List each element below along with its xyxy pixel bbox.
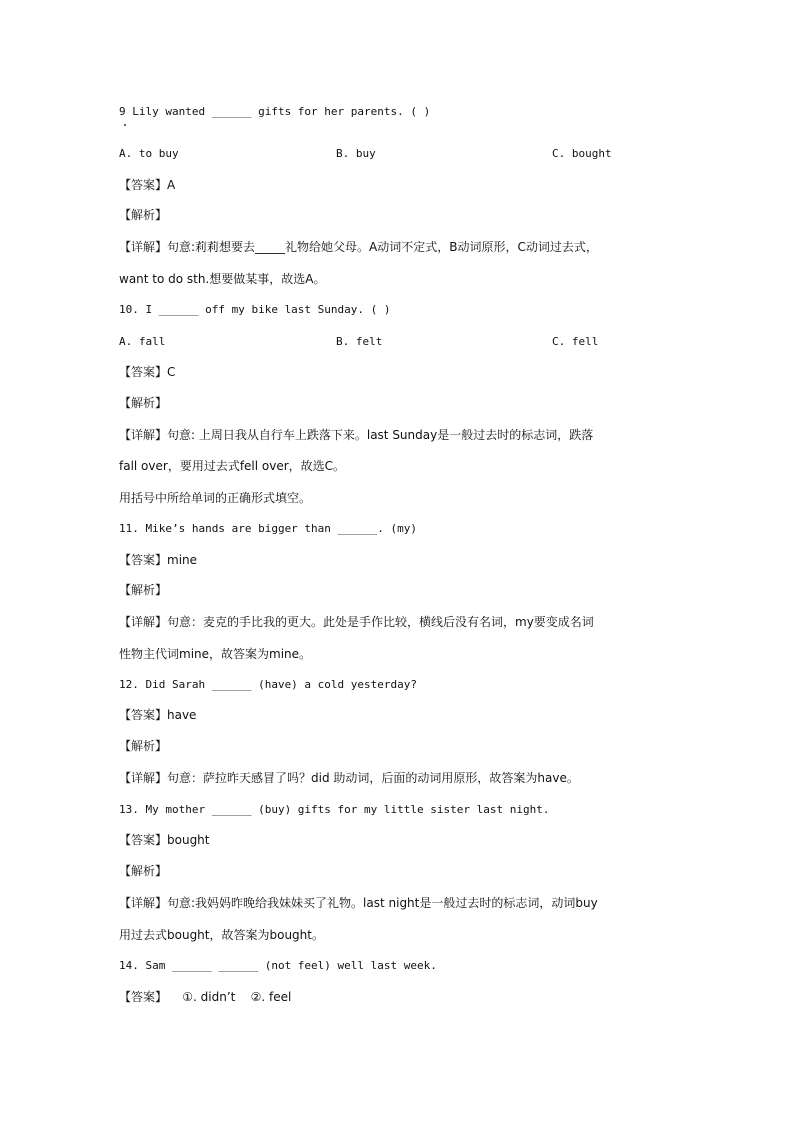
q10-detail-line-1: 【详解】句意: 上周日我从自行车上跌落下来。last Sunday是一般过去时的标志词，跌落: [119, 428, 594, 442]
q13-answer: 【答案】bought: [119, 833, 210, 847]
q11-detail-line-1: 【详解】句意：麦克的手比我的更大。此处是手作比较，横线后没有名词，my要变成名词: [119, 615, 594, 629]
q9-analysis-label: 【解析】: [119, 208, 168, 222]
q10-option-b: B. felt: [336, 335, 383, 348]
q14-answer: 【答案】 ①. didn’t ②. feel: [119, 990, 292, 1004]
q10-option-c: C. fell: [552, 335, 599, 348]
q9-detail-line-2: want to do sth.想要做某事，故选A。: [119, 272, 326, 286]
question-11: 11. Mike’s hands are bigger than ______. (my): [119, 522, 418, 535]
q9-option-a: A. to buy: [119, 147, 179, 160]
section-instruction: 用括号中所给单词的正确形式填空。: [119, 491, 312, 505]
question-10: 10. I ______ off my bike last Sunday. ( ): [119, 303, 391, 316]
q10-analysis-label: 【解析】: [119, 396, 168, 410]
q10-answer: 【答案】C: [119, 365, 176, 379]
q12-detail-line-1: 【详解】句意：萨拉昨天感冒了吗？did 助动词，后面的动词用原形，故答案为have。: [119, 771, 579, 785]
q13-detail-line-1: 【详解】句意:我妈妈昨晚给我妹妹买了礼物。last night是一般过去时的标志词，动词buy: [119, 896, 598, 910]
q13-analysis-label: 【解析】: [119, 864, 168, 878]
q11-answer: 【答案】mine: [119, 553, 198, 567]
q10-detail-line-2: fall over，要用过去式fell over，故选C。: [119, 459, 346, 473]
q9-detail-line-1: 【详解】句意:莉莉想要去_____礼物给她父母。A动词不定式，B动词原形，C动词过去式，: [119, 240, 598, 254]
q9-answer: 【答案】A: [119, 178, 176, 192]
question-14: 14. Sam ______ ______ (not feel) well last week.: [119, 959, 437, 972]
q12-answer: 【答案】have: [119, 708, 197, 722]
question-13: 13. My mother ______ (buy) gifts for my little sister last night.: [119, 803, 550, 816]
q13-detail-line-2: 用过去式bought，故答案为bought。: [119, 928, 324, 942]
question-9: 9 Lily wanted ______ gifts for her parents. ( ): [119, 105, 431, 118]
stray-dot: [124, 124, 126, 126]
q10-option-a: A. fall: [119, 335, 166, 348]
q11-analysis-label: 【解析】: [119, 583, 168, 597]
q11-detail-line-2: 性物主代词mine，故答案为mine。: [119, 647, 312, 661]
question-12: 12. Did Sarah ______ (have) a cold yesterday?: [119, 678, 418, 691]
q9-option-c: C. bought: [552, 147, 612, 160]
q12-analysis-label: 【解析】: [119, 739, 168, 753]
q9-option-b: B. buy: [336, 147, 376, 160]
